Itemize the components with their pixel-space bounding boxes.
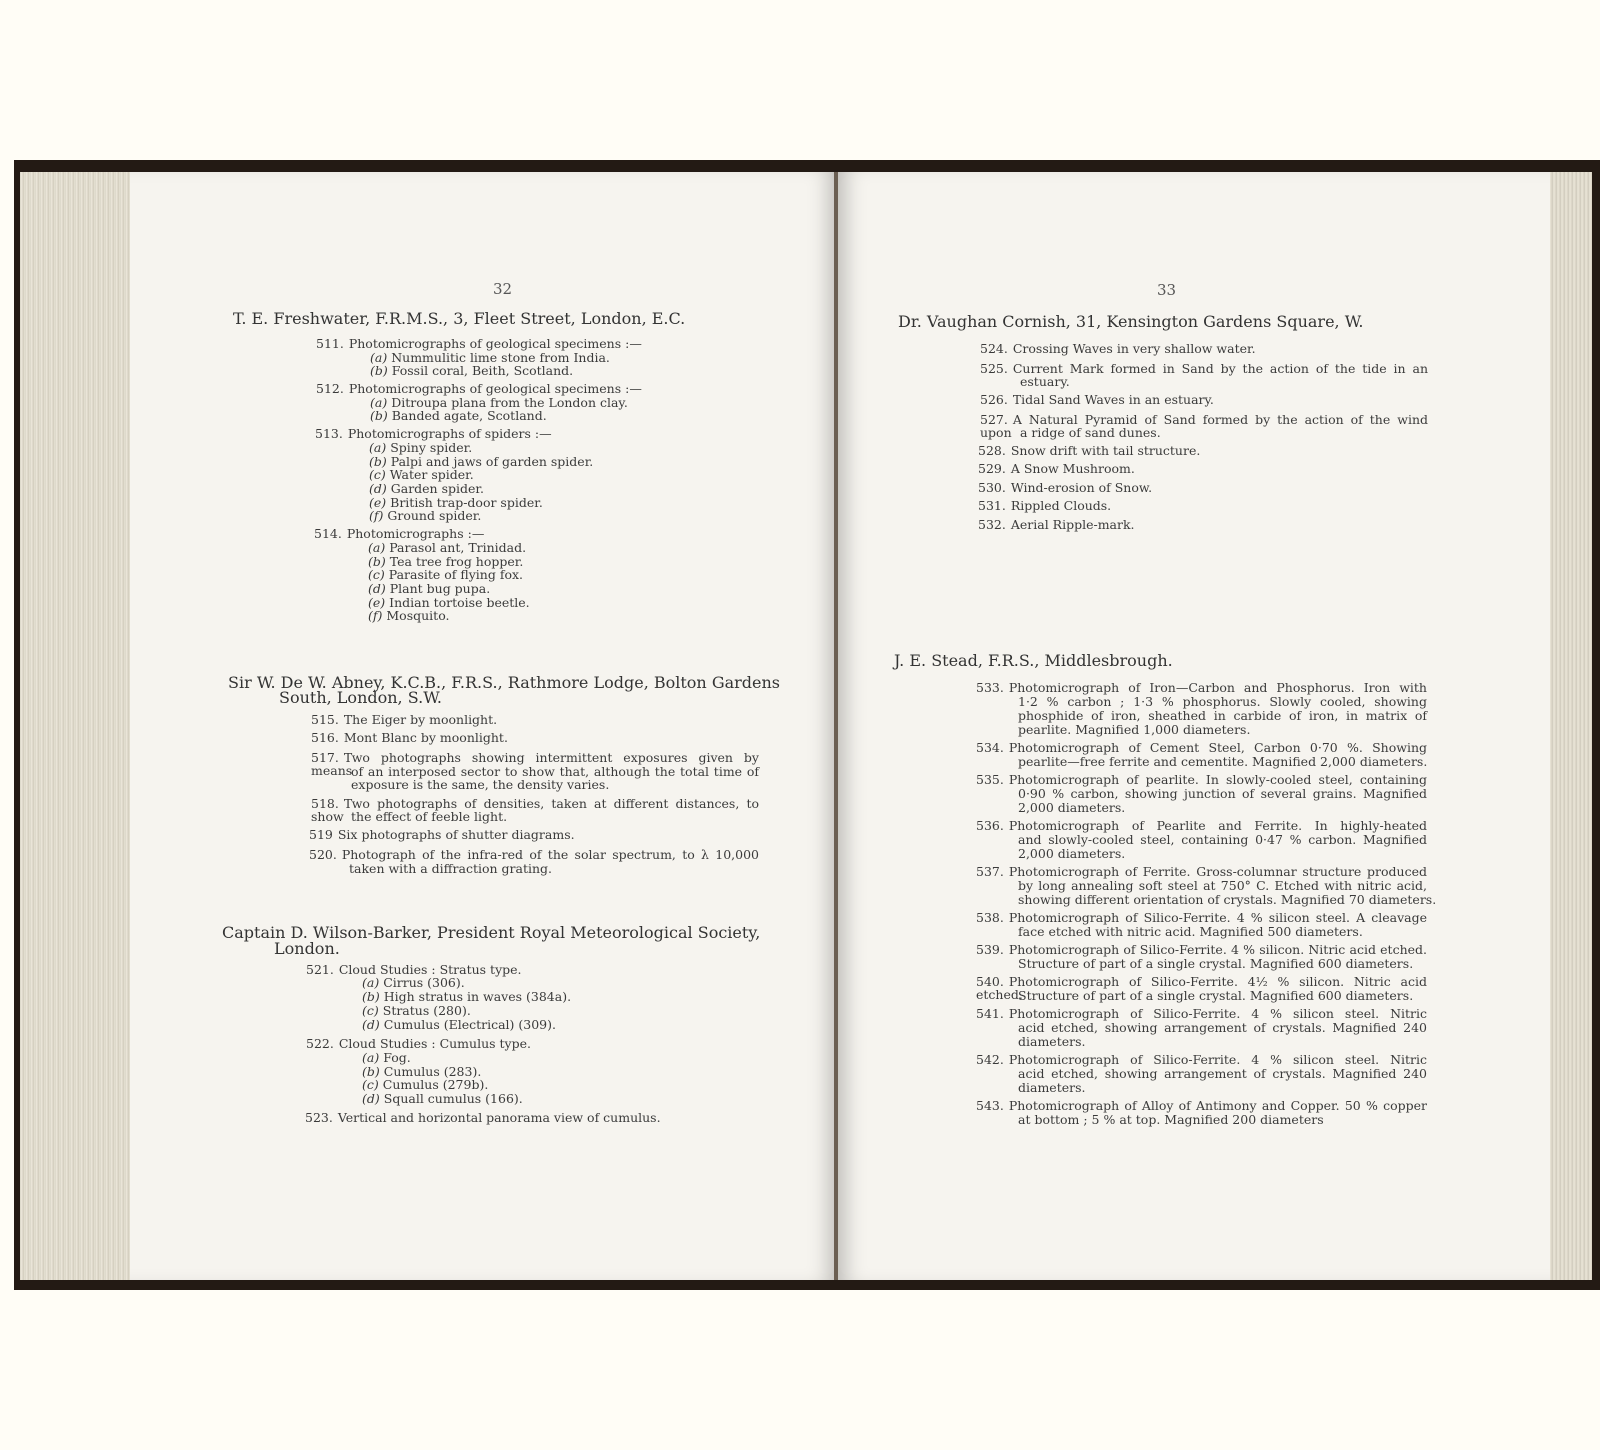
exhibitor-heading: Dr. Vaughan Cornish, 31, Kensington Gardens Square, W.	[898, 312, 1364, 331]
catalogue-item: 540. Photomicrograph of Silico-Ferrite. 4½ % silicon. Nitric acid etched.	[976, 974, 1427, 1002]
catalogue-item: 532. Aerial Ripple-mark.	[978, 517, 1135, 532]
sub-item: (d) Cumulus (Electrical) (309).	[362, 1017, 556, 1032]
catalogue-item: 538. Photomicrograph of Silico-Ferrite. 4 % silicon steel. A cleavage	[976, 910, 1427, 925]
page-number-left: 32	[493, 280, 513, 298]
catalogue-item-cont: phosphide of iron, sheathed in carbide of iron, in matrix of	[1018, 708, 1427, 723]
catalogue-item: 526. Tidal Sand Waves in an estuary.	[980, 392, 1214, 407]
exhibitor-heading: Sir W. De W. Abney, K.C.B., F.R.S., Rathmore Lodge, Bolton Gardens	[228, 673, 781, 692]
catalogue-item: 523. Vertical and horizontal panorama view of cumulus.	[305, 1110, 661, 1125]
catalogue-item: 520. Photograph of the infra-red of the solar spectrum, to λ 10,000	[309, 847, 759, 862]
page-edges-right	[1548, 172, 1592, 1280]
catalogue-item: 530. Wind-erosion of Snow.	[978, 480, 1153, 495]
sub-item: (d) Plant bug pupa.	[368, 581, 491, 596]
sub-item: (a) Fog.	[362, 1050, 411, 1065]
catalogue-item-cont: pearlite. Magnified 1,000 diameters.	[1018, 722, 1251, 737]
catalogue-item-cont: 1·2 % carbon ; 1·3 % phosphorus. Slowly cooled, showing	[1018, 694, 1427, 709]
sub-item: (a) Ditroupa plana from the London clay.	[370, 395, 628, 410]
sub-item: (e) Indian tortoise beetle.	[368, 595, 530, 610]
page-edges-left	[20, 172, 130, 1280]
catalogue-item: 543. Photomicrograph of Alloy of Antimony and Copper. 50 % copper	[976, 1098, 1427, 1113]
catalogue-item: 517. Two photographs showing intermittent exposures given by means	[311, 750, 759, 778]
catalogue-item: 529. A Snow Mushroom.	[978, 461, 1135, 476]
catalogue-item-cont: Structure of part of a single crystal. Magnified 600 diameters.	[1018, 956, 1414, 971]
catalogue-item-cont: diameters.	[1018, 1034, 1086, 1049]
sub-item: (a) Spiny spider.	[369, 440, 473, 455]
catalogue-item: 519 Six photographs of shutter diagrams.	[309, 827, 575, 842]
catalogue-item: 531. Rippled Clouds.	[978, 498, 1112, 513]
catalogue-item: 514. Photomicrographs :—	[314, 526, 485, 541]
catalogue-item: 524. Crossing Waves in very shallow water.	[980, 341, 1256, 356]
catalogue-item-cont: showing different orientation of crystals. Magnified 70 diameters.	[1018, 892, 1437, 907]
catalogue-item-cont: Structure of part of a single crystal. Magnified 600 diameters.	[1018, 988, 1414, 1003]
sub-item: (d) Garden spider.	[369, 481, 484, 496]
catalogue-item-cont: acid etched, showing arrangement of crystals. Magnified 240	[1018, 1020, 1427, 1035]
catalogue-item: 521. Cloud Studies : Stratus type.	[306, 962, 522, 977]
catalogue-item: 513. Photomicrographs of spiders :—	[315, 426, 552, 441]
catalogue-item-cont: pearlite—free ferrite and cementite. Magnified 2,000 diameters.	[1018, 754, 1428, 769]
catalogue-item: 516. Mont Blanc by moonlight.	[311, 730, 508, 745]
catalogue-item: 512. Photomicrographs of geological specimens :—	[316, 381, 642, 396]
sub-item: (b) Banded agate, Scotland.	[370, 408, 547, 423]
catalogue-item-cont: by long annealing soft steel at 750° C. Etched with nitric acid,	[1018, 878, 1427, 893]
exhibitor-heading-cont: South, London, S.W.	[279, 688, 442, 707]
catalogue-item: 515. The Eiger by moonlight.	[311, 712, 498, 727]
catalogue-item-cont: 0·90 % carbon, showing junction of several grains. Magnified	[1018, 786, 1427, 801]
sub-item: (c) Parasite of flying fox.	[368, 567, 524, 582]
sub-item: (a) Cirrus (306).	[362, 975, 465, 990]
catalogue-item-cont: estuary.	[1020, 374, 1070, 389]
catalogue-item-cont: and slowly-cooled steel, containing 0·47 % carbon. Magnified	[1018, 832, 1427, 847]
sub-item: (b) High stratus in waves (384a).	[362, 989, 572, 1004]
sub-item: (b) Tea tree frog hopper.	[368, 554, 524, 569]
catalogue-item-cont: 2,000 diameters.	[1018, 800, 1126, 815]
catalogue-item-cont: exposure is the same, the density varies.	[351, 777, 610, 792]
catalogue-item: 542. Photomicrograph of Silico-Ferrite. 4 % silicon steel. Nitric	[976, 1052, 1427, 1067]
catalogue-item-cont: of an interposed sector to show that, although the total time of	[351, 764, 759, 779]
catalogue-item: 528. Snow drift with tail structure.	[978, 443, 1201, 458]
sub-item: (b) Cumulus (283).	[362, 1064, 482, 1079]
catalogue-item-cont: acid etched, showing arrangement of crystals. Magnified 240	[1018, 1066, 1427, 1081]
catalogue-item: 534. Photomicrograph of Cement Steel, Carbon 0·70 %. Showing	[976, 740, 1427, 755]
catalogue-item: 511. Photomicrographs of geological specimens :—	[316, 336, 642, 351]
exhibitor-heading: T. E. Freshwater, F.R.M.S., 3, Fleet Street, London, E.C.	[233, 309, 686, 328]
sub-item: (b) Palpi and jaws of garden spider.	[369, 454, 594, 469]
exhibitor-heading-cont: London.	[274, 939, 340, 958]
sub-item: (c) Cumulus (279b).	[362, 1077, 489, 1092]
catalogue-item: 525. Current Mark formed in Sand by the action of the tide in an	[980, 361, 1428, 376]
sub-item: (e) British trap-door spider.	[369, 495, 543, 510]
exhibitor-heading: J. E. Stead, F.R.S., Middlesbrough.	[894, 651, 1173, 670]
sub-item: (f) Ground spider.	[369, 508, 482, 523]
catalogue-item: 533. Photomicrograph of Iron—Carbon and Phosphorus. Iron with	[976, 680, 1427, 695]
catalogue-item-cont: the effect of feeble light.	[351, 809, 508, 824]
sub-item: (a) Nummulitic lime stone from India.	[370, 350, 610, 365]
sub-item: (d) Squall cumulus (166).	[362, 1091, 523, 1106]
catalogue-item-cont: a ridge of sand dunes.	[1020, 425, 1161, 440]
catalogue-item: 541. Photomicrograph of Silico-Ferrite. 4 % silicon steel. Nitric	[976, 1006, 1427, 1021]
exhibitor-heading: Captain D. Wilson-Barker, President Royal Meteorological Society,	[222, 923, 761, 942]
catalogue-item: 527. A Natural Pyramid of Sand formed by the action of the wind upon	[980, 412, 1428, 440]
sub-item: (a) Parasol ant, Trinidad.	[368, 540, 527, 555]
catalogue-item-cont: diameters.	[1018, 1080, 1086, 1095]
catalogue-item: 539. Photomicrograph of Silico-Ferrite. 4 % silicon. Nitric acid etched.	[976, 942, 1427, 957]
catalogue-item-cont: at bottom ; 5 % at top. Magnified 200 diameters	[1018, 1112, 1324, 1127]
catalogue-item: 522. Cloud Studies : Cumulus type.	[306, 1036, 531, 1051]
catalogue-item-cont: face etched with nitric acid. Magnified 500 diameters.	[1018, 924, 1363, 939]
sub-item: (c) Stratus (280).	[362, 1003, 471, 1018]
page-number-right: 33	[1157, 281, 1177, 299]
catalogue-item: 535. Photomicrograph of pearlite. In slowly-cooled steel, containing	[976, 772, 1427, 787]
catalogue-item: 537. Photomicrograph of Ferrite. Gross-columnar structure produced	[976, 864, 1427, 879]
sub-item: (b) Fossil coral, Beith, Scotland.	[370, 363, 574, 378]
catalogue-item-cont: taken with a diffraction grating.	[349, 861, 552, 876]
catalogue-item: 518. Two photographs of densities, taken at different distances, to show	[311, 796, 759, 824]
catalogue-item-cont: 2,000 diameters.	[1018, 846, 1126, 861]
sub-item: (c) Water spider.	[369, 467, 474, 482]
sub-item: (f) Mosquito.	[368, 608, 450, 623]
catalogue-item: 536. Photomicrograph of Pearlite and Ferrite. In highly-heated	[976, 818, 1427, 833]
